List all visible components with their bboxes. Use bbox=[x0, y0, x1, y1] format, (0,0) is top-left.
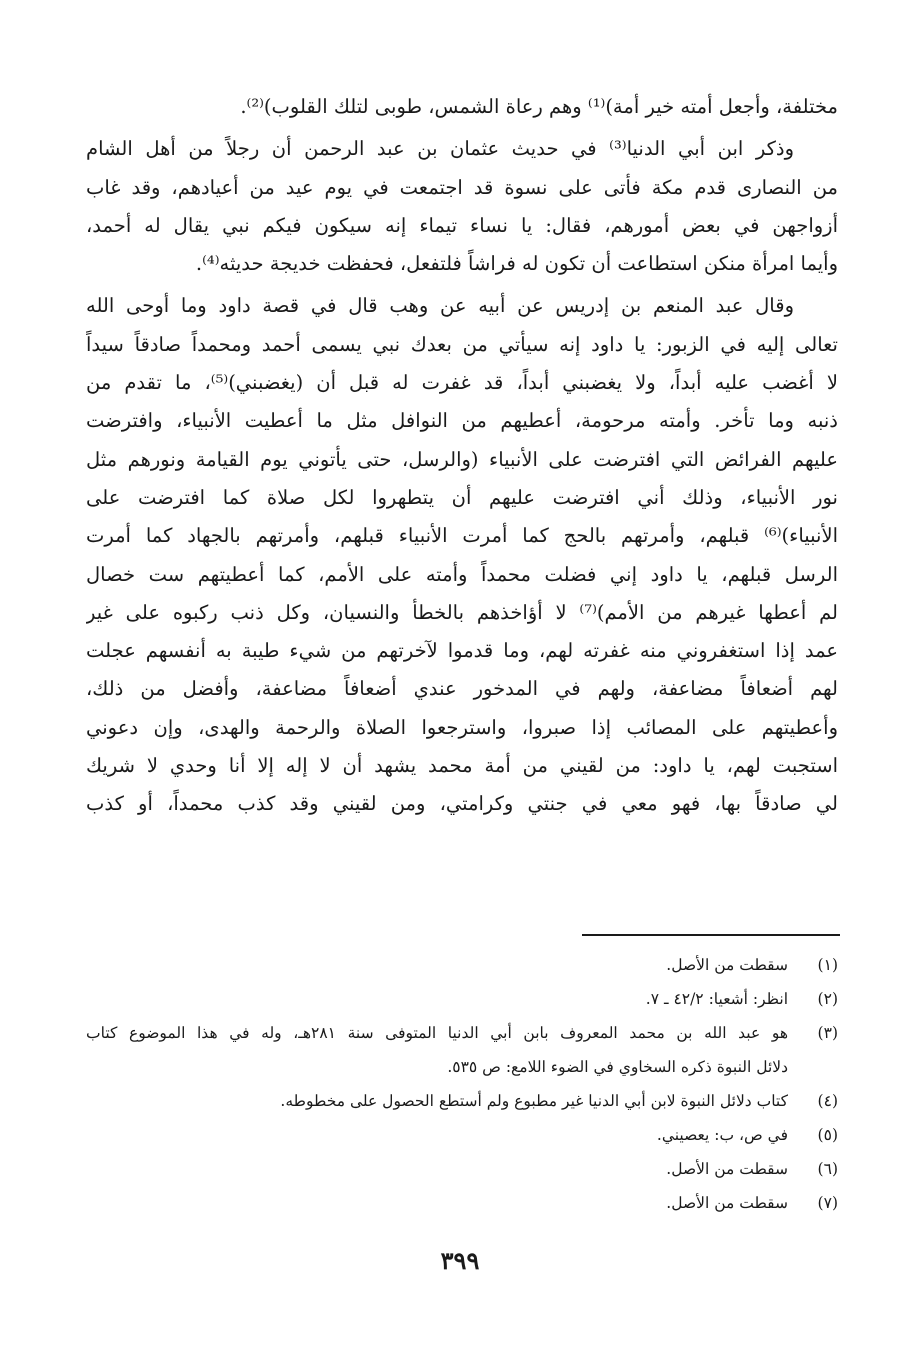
footnote-text bbox=[86, 948, 788, 982]
text-line: لا أغضب عليه أبداً، ولا يغضبني أبداً، قد غفرت له قبل أن (يغضبني)⁽⁵⁾، ما تقدم من bbox=[86, 371, 838, 395]
text-line: مختلفة، وأجعل أمته خير أمة)⁽¹⁾ وهم رعاة الشمس، طوبى لتلك القلوب)⁽²⁾. bbox=[240, 95, 838, 118]
footnotes bbox=[86, 948, 838, 1220]
text-line: لهم أضعافاً مضاعفة، ولهم في المدخور عندي أضعافاً مضاعفة، وأفضل من ذلك، bbox=[86, 677, 838, 701]
text-line: أزواجهن في بعض أمورهم، فقال: يا نساء تيماء إنه سيكون فيكم نبي يقال له أحمد، bbox=[86, 213, 838, 237]
footnote-number: (٢) bbox=[817, 990, 838, 1008]
footnote bbox=[86, 1152, 838, 1186]
footnote-text bbox=[86, 1152, 788, 1186]
footnote bbox=[86, 948, 838, 982]
text-line: وأعطيتهم على المصائب إذا صبروا، واسترجعوا الصلاة والرحمة والهدى، وإن دعوني bbox=[86, 715, 838, 739]
footnote bbox=[86, 1186, 838, 1220]
footnote-text bbox=[86, 1186, 788, 1220]
footnote-text bbox=[86, 982, 788, 1016]
footnote-separator bbox=[582, 934, 840, 936]
text-line: استجبت لهم، يا داود: من لقيني من أمة محمد يشهد أن لا إله إلا أنا وحدي لا شريك bbox=[86, 754, 838, 778]
text-line: لي صادقاً بها، فهو معي في جنتي وكرامتي، ومن لقيني وقد كذب محمداً، أو كذب bbox=[86, 792, 838, 816]
footnote-line: سقطت من الأصل. bbox=[666, 1160, 788, 1178]
footnote-number: (٦) bbox=[817, 1160, 838, 1178]
footnote-line: كتاب دلائل النبوة لابن أبي الدنيا غير مطبوع ولم أستطع الحصول على مخطوطه. bbox=[280, 1092, 788, 1110]
footnote-line: سقطت من الأصل. bbox=[666, 1194, 788, 1212]
footnote bbox=[86, 1016, 838, 1084]
footnote-line: دلائل النبوة ذكره السخاوي في الضوء اللامع: ص ٥٣٥. bbox=[447, 1058, 788, 1076]
text-line: الأنبياء)⁽⁶⁾ قبلهم، وأمرتهم بالحج كما أمرت الأنبياء قبلهم، وأمرتهم بالجهاد كما أمرت bbox=[86, 524, 838, 548]
text-line: وذكر ابن أبي الدنيا⁽³⁾ في حديث عثمان بن عبد الرحمن أن رجلاً من أهل الشام bbox=[86, 137, 794, 161]
footnote-line: هو عبد الله بن محمد المعروف بابن أبي الدنيا المتوفى سنة ٢٨١هـ، وله في هذا الموضوع كتاب bbox=[86, 1024, 788, 1042]
text-line: نور الأنبياء، وذلك أني افترضت عليهم أن يتطهروا لكل صلاة كما افترضت على bbox=[86, 485, 838, 509]
text-line: من النصارى قدم مكة فأتى على نسوة قد اجتمعت في يوم عيد من أعيادهم، وقد غاب bbox=[86, 175, 838, 199]
main-text bbox=[86, 88, 838, 824]
footnote-line: انظر: أشعيا: ٤٢/٢ ـ ٧. bbox=[645, 990, 788, 1008]
text-line: وأيما امرأة منكن استطاعت أن تكون له فراشاً فلتفعل، فحفظت خديجة حديثه⁽⁴⁾. bbox=[195, 252, 838, 276]
footnote-text bbox=[86, 1118, 788, 1152]
footnote bbox=[86, 1118, 838, 1152]
footnote-line: سقطت من الأصل. bbox=[666, 956, 788, 974]
text-line: عليهم الفرائض التي افترضت على الأنبياء (والرسل، حتى يأتوني يوم القيامة ونورهم مثل bbox=[86, 447, 838, 471]
footnote-number: (٣) bbox=[817, 1024, 838, 1042]
page-number: ٣٩٩ bbox=[440, 1246, 480, 1275]
text-line: الرسل قبلهم، يا داود إني فضلت محمداً وأمته على الأمم، كما أعطيتهم ست خصال bbox=[86, 562, 838, 586]
footnote bbox=[86, 1084, 838, 1118]
footnote-line: في ص، ب: يعصيني. bbox=[656, 1126, 788, 1144]
footnote-number: (٥) bbox=[817, 1126, 838, 1144]
text-line: تعالى إليه في الزبور: يا داود إنه سيأتي من بعدك نبي يسمى أحمد ومحمداً صادقاً سيداً bbox=[86, 332, 838, 356]
text-line: لم أعطها غيرهم من الأمم)⁽⁷⁾ لا أؤاخذهم بالخطأ والنسيان، وكل ذنب ركبوه على غير bbox=[86, 600, 838, 624]
text-line: عمد إذا استغفروني منه غفرته لهم، وما قدموا لآخرتهم من شيء طيبة به أنفسهم عجلت bbox=[86, 639, 838, 663]
footnote-text bbox=[86, 1016, 788, 1084]
footnote-number: (٧) bbox=[817, 1194, 838, 1212]
footnote bbox=[86, 982, 838, 1016]
footnote-text bbox=[86, 1084, 788, 1118]
footnote-number: (١) bbox=[817, 956, 838, 974]
footnote-number: (٤) bbox=[817, 1092, 838, 1110]
text-line: ذنبه وما تأخر. وأمته مرحومة، أعطيهم من النوافل مثل ما أعطيت الأنبياء، وافترضت bbox=[86, 409, 838, 433]
text-line: وقال عبد المنعم بن إدريس عن أبيه عن وهب قال في قصة داود وما أوحى الله bbox=[86, 294, 794, 318]
